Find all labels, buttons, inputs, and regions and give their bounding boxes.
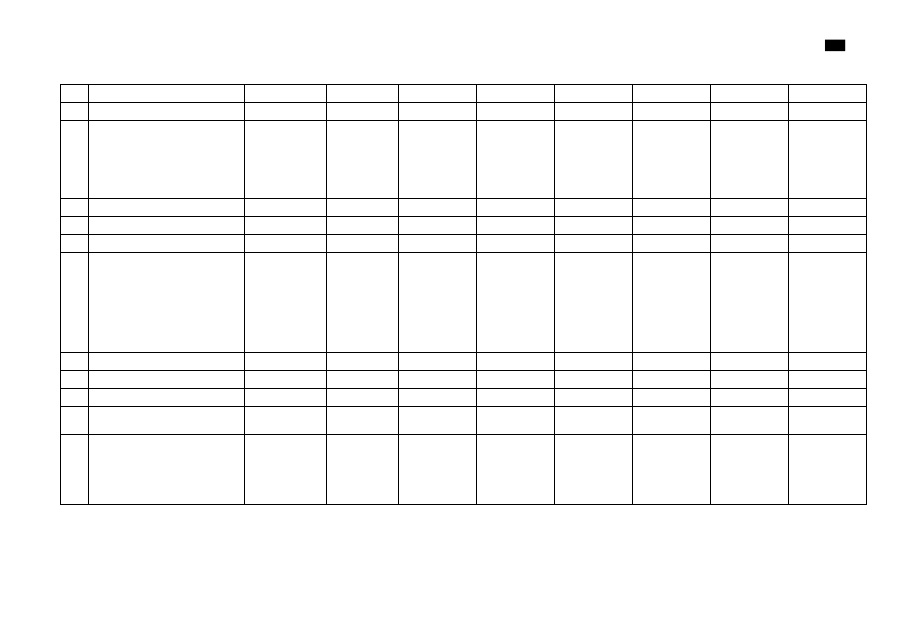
row-description [89,371,245,389]
amount-cell [477,217,555,235]
amount-cell [399,85,477,103]
amount-cell [633,407,711,435]
amount-cell [477,253,555,353]
row-description [89,435,245,505]
amount-cell [327,85,399,103]
row-description [89,103,245,121]
amount-cell [399,407,477,435]
amount-cell [327,121,399,199]
amount-cell [399,103,477,121]
amount-cell [555,85,633,103]
row-description [89,407,245,435]
table-row [61,103,867,121]
row-department [245,253,327,353]
amount-cell [633,389,711,407]
amount-cell [327,371,399,389]
amount-cell [711,353,789,371]
amount-cell [711,407,789,435]
amount-cell [477,103,555,121]
amount-cell [477,435,555,505]
row-description [89,389,245,407]
amount-cell [477,389,555,407]
row-index [61,407,89,435]
table-row [61,353,867,371]
amount-cell [477,235,555,253]
row-department [245,389,327,407]
row-index [61,371,89,389]
table-row [61,407,867,435]
amount-cell [633,435,711,505]
amount-cell [327,353,399,371]
row-department [245,103,327,121]
amount-cell [477,121,555,199]
amount-cell [711,85,789,103]
amount-cell [327,235,399,253]
row-index [61,121,89,199]
row-index [61,103,89,121]
row-department [245,217,327,235]
amount-cell [399,353,477,371]
table-row [61,435,867,505]
amount-cell [477,199,555,217]
amount-cell [477,85,555,103]
amount-cell [327,217,399,235]
table-row [61,85,867,103]
amount-cell [327,389,399,407]
row-description [89,353,245,371]
amount-cell [789,199,867,217]
row-index [61,85,89,103]
amount-cell [633,235,711,253]
amount-cell [789,235,867,253]
amount-cell [477,353,555,371]
row-department [245,371,327,389]
amount-cell [789,389,867,407]
amount-cell [711,217,789,235]
amount-cell [327,199,399,217]
amount-cell [555,235,633,253]
amount-cell [711,389,789,407]
amount-cell [789,121,867,199]
amount-cell [477,407,555,435]
amount-cell [327,103,399,121]
table-row [61,371,867,389]
row-description [89,253,245,353]
amount-cell [399,253,477,353]
amount-cell [399,389,477,407]
amount-cell [555,121,633,199]
row-index [61,217,89,235]
amount-cell [399,235,477,253]
row-department [245,435,327,505]
row-department [245,85,327,103]
page-number: ▆▆ [825,36,845,51]
row-department [245,199,327,217]
row-index [61,435,89,505]
amount-cell [789,217,867,235]
table-row [61,389,867,407]
amount-cell [789,103,867,121]
table-row [61,199,867,217]
amount-cell [711,235,789,253]
row-description [89,217,245,235]
amount-cell [789,435,867,505]
table-row [61,217,867,235]
amount-cell [399,371,477,389]
amount-cell [555,199,633,217]
row-description [89,235,245,253]
amount-cell [789,371,867,389]
row-description [89,85,245,103]
amount-cell [477,371,555,389]
amount-cell [555,353,633,371]
amount-cell [555,217,633,235]
table-row [61,253,867,353]
row-index [61,253,89,353]
table-row [61,121,867,199]
amount-cell [555,371,633,389]
amount-cell [555,253,633,353]
row-index [61,353,89,371]
amount-cell [789,407,867,435]
amount-cell [633,85,711,103]
amount-cell [327,253,399,353]
amount-cell [711,253,789,353]
amount-cell [711,199,789,217]
amount-cell [399,199,477,217]
amount-cell [327,435,399,505]
row-index [61,235,89,253]
row-department [245,353,327,371]
amount-cell [711,103,789,121]
row-description [89,121,245,199]
row-index [61,389,89,407]
amount-cell [633,199,711,217]
amount-cell [711,371,789,389]
row-department [245,407,327,435]
amount-cell [399,217,477,235]
amount-cell [633,103,711,121]
row-description [89,199,245,217]
amount-cell [633,121,711,199]
amount-cell [789,353,867,371]
table-row [61,235,867,253]
amount-cell [327,407,399,435]
amount-cell [789,253,867,353]
row-department [245,121,327,199]
amount-cell [633,371,711,389]
amount-cell [789,85,867,103]
amount-cell [555,407,633,435]
amount-cell [711,121,789,199]
amount-cell [633,253,711,353]
amount-cell [633,353,711,371]
amount-cell [399,121,477,199]
amount-cell [633,217,711,235]
amount-cell [399,435,477,505]
amount-cell [555,435,633,505]
row-index [61,199,89,217]
amount-cell [711,435,789,505]
row-department [245,235,327,253]
budget-table [60,84,867,505]
amount-cell [555,103,633,121]
amount-cell [555,389,633,407]
